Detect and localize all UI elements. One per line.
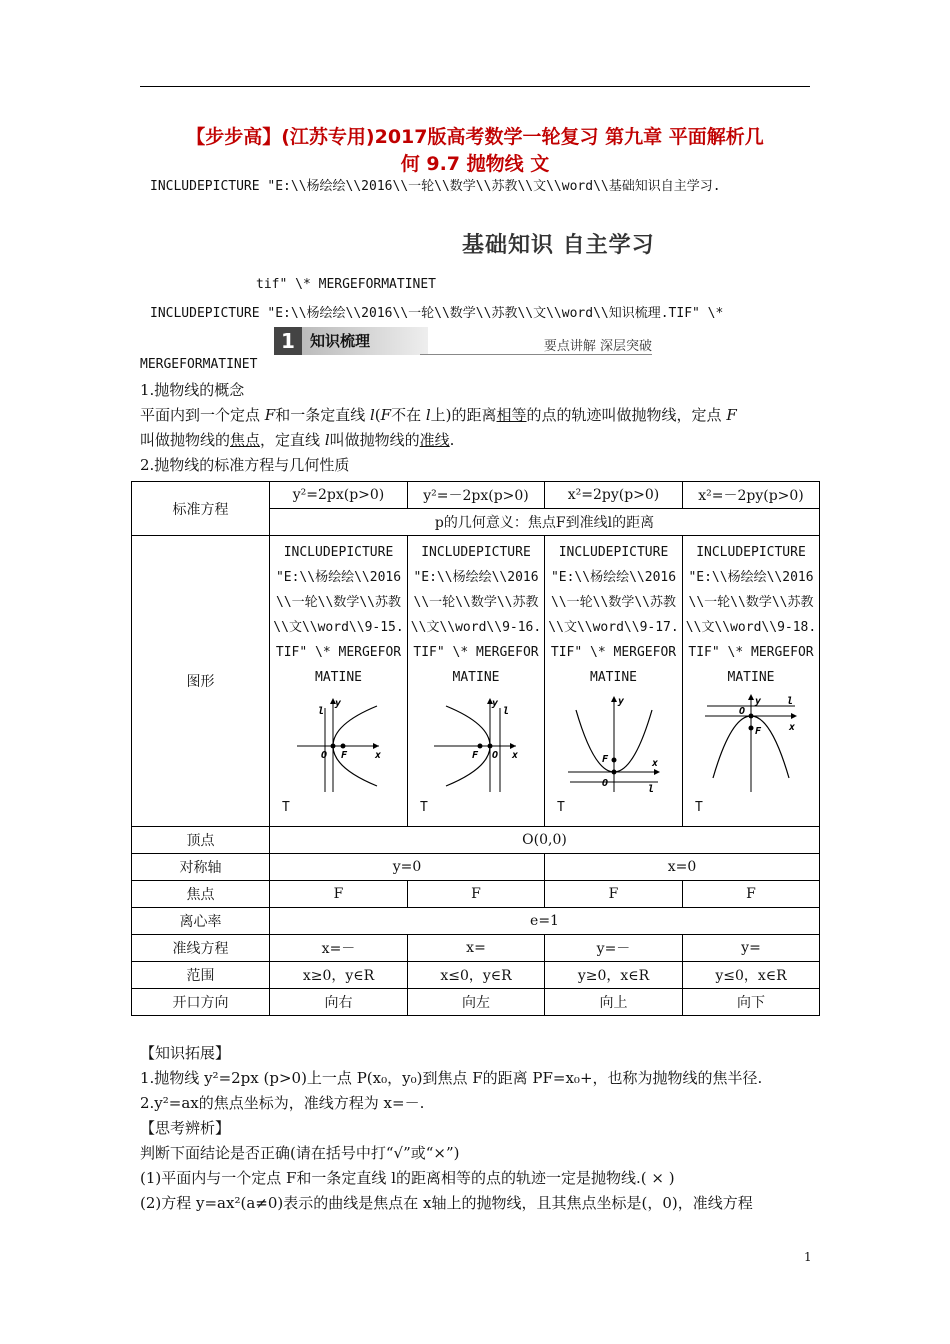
figure-cell-right: INCLUDEPICTURE "E:\\杨绘绘\\2016\\一轮\\数学\\苏教\\文\\word\\9-15.TIF" \* MERGEFORMATINE y x O F l T (270, 536, 408, 827)
row-eccentricity (132, 908, 820, 935)
parabola-left-graph (430, 694, 522, 794)
row-standard-equation (132, 482, 820, 509)
directrix-term: 准线 (419, 431, 450, 449)
svg-text:O: O (601, 778, 608, 789)
figure-cell-left: INCLUDEPICTURE "E:\\杨绘绘\\2016\\一轮\\数学\\苏教\\文\\word\\9-16.TIF" \* MERGEFORMATINE y x O F l T (408, 536, 545, 827)
extension-line-1: 1.抛物线 y²=2px (p>0)上一点 P(x₀，y₀)到焦点 F的距离 PF=x₀+，也称为抛物线的焦半径. (140, 1069, 763, 1087)
row-vertex (132, 827, 820, 854)
concept-line-2: 叫做抛物线的焦点，定直线 l叫做抛物线的准线. (140, 431, 455, 449)
row-focus (132, 881, 820, 908)
p-meaning: p的几何意义：焦点F到准线l的距离 (270, 509, 820, 536)
svg-text:x: x (651, 758, 658, 769)
open-2: 向左 (408, 989, 545, 1016)
concept-line-1: 平面内到一个定点 F和一条定直线 l(F不在 l上)的距离相等的点的轨迹叫做抛物线，定点 F (140, 406, 737, 424)
row-directrix (132, 935, 820, 962)
row-opening (132, 989, 820, 1016)
range-1: x≥0，y∈R (270, 962, 408, 989)
svg-text:O: O (320, 750, 327, 761)
open-3: 向上 (545, 989, 683, 1016)
figure-cell-up: INCLUDEPICTURE "E:\\杨绘绘\\2016\\一轮\\数学\\苏教\\文\\word\\9-17.TIF" \* MERGEFORMATINE y x O F l T (545, 536, 683, 827)
label-range: 范围 (132, 962, 270, 989)
eq-up: x²=2py(p>0) (545, 482, 683, 509)
range-3: y≥0，x∈R (545, 962, 683, 989)
focus-term: 焦点 (230, 431, 261, 449)
label-vertex: 顶点 (132, 827, 270, 854)
svg-text:O: O (739, 706, 746, 717)
merge-field: MERGEFORMATINET (140, 357, 258, 372)
concept-heading: 1.抛物线的概念 (140, 381, 245, 399)
include-field-1-tail: tif" \* MERGEFORMATINET (256, 277, 437, 292)
section-heading: 基础知识 自主学习 (462, 233, 655, 258)
banner-rule (420, 354, 652, 355)
banner-subtitle: 要点讲解 深层突破 (543, 339, 652, 354)
label-eccentricity: 离心率 (132, 908, 270, 935)
vertex-value: O(0,0) (270, 827, 820, 854)
directrix-4: y= (683, 935, 820, 962)
label-directrix: 准线方程 (132, 935, 270, 962)
svg-text:l: l (647, 784, 654, 794)
table-heading: 2.抛物线的标准方程与几何性质 (140, 456, 350, 474)
svg-text:O: O (492, 750, 499, 761)
svg-text:y: y (617, 696, 624, 707)
directrix-3: y=－ (545, 935, 683, 962)
axis-vertical: x=0 (545, 854, 820, 881)
banner-label: 知识梳理 (302, 327, 428, 355)
label-figure: 图形 (132, 536, 270, 827)
row-range (132, 962, 820, 989)
open-1: 向右 (270, 989, 408, 1016)
eccentricity-value: e=1 (270, 908, 820, 935)
think-intro: 判断下面结论是否正确(请在括号中打“√”或“×”) (140, 1144, 460, 1162)
focus-1: F (270, 881, 408, 908)
label-opening: 开口方向 (132, 989, 270, 1016)
think-heading: 【思考辨析】 (140, 1119, 231, 1137)
svg-text:F: F (340, 750, 347, 761)
svg-text:y: y (755, 696, 762, 707)
open-4: 向下 (683, 989, 820, 1016)
range-2: x≤0，y∈R (408, 962, 545, 989)
row-symmetry-axis (132, 854, 820, 881)
page-number: 1 (804, 1250, 812, 1264)
think-question-1: (1)平面内与一个定点 F和一条定直线 l的距离相等的点的轨迹一定是抛物线.( × ) (140, 1169, 675, 1187)
parabola-up-graph (564, 694, 664, 794)
focus-2: F (408, 881, 545, 908)
eq-left: y²=－2px(p>0) (408, 482, 545, 509)
equal-term: 相等 (496, 406, 527, 424)
header-rule (140, 86, 810, 87)
svg-text:F: F (755, 726, 762, 737)
focus-4: F (683, 881, 820, 908)
include-field-2: INCLUDEPICTURE "E:\\杨绘绘\\2016\\一轮\\数学\\苏教\\文\\word\\知识梳理.TIF" \* (150, 306, 724, 321)
include-field-1: INCLUDEPICTURE "E:\\杨绘绘\\2016\\一轮\\数学\\苏教\\文\\word\\基础知识自主学习. (150, 179, 721, 194)
row-figure (132, 536, 820, 827)
knowledge-banner (274, 327, 652, 355)
directrix-2: x= (408, 935, 545, 962)
svg-text:y: y (492, 698, 499, 709)
svg-text:x: x (789, 722, 796, 733)
svg-text:y: y (334, 698, 341, 709)
label-focus: 焦点 (132, 881, 270, 908)
parabola-right-graph (293, 694, 385, 794)
svg-text:l: l (787, 696, 794, 707)
extension-line-2: 2.y²=ax的焦点坐标为，准线方程为 x=－. (140, 1094, 425, 1112)
directrix-1: x=－ (270, 935, 408, 962)
parabola-table (131, 481, 820, 1016)
document-title (130, 124, 820, 178)
axis-horizontal: y=0 (270, 854, 545, 881)
title-line-2: 何 9.7 抛物线 文 (400, 153, 550, 175)
svg-text:F: F (472, 750, 479, 761)
svg-text:l: l (503, 706, 510, 717)
focus-3: F (545, 881, 683, 908)
svg-text:l: l (317, 706, 324, 717)
range-4: y≤0，x∈R (683, 962, 820, 989)
svg-text:x: x (374, 750, 381, 761)
figure-cell-down: INCLUDEPICTURE "E:\\杨绘绘\\2016\\一轮\\数学\\苏教\\文\\word\\9-18.TIF" \* MERGEFORMATINE y x O F l T (683, 536, 820, 827)
svg-text:F: F (601, 754, 608, 765)
banner-number: 1 (274, 327, 302, 355)
eq-down: x²=－2py(p>0) (683, 482, 820, 509)
title-line-1: 【步步高】(江苏专用)2017版高考数学一轮复习 第九章 平面解析几 (186, 126, 764, 148)
label-symmetry-axis: 对称轴 (132, 854, 270, 881)
eq-right: y²=2px(p>0) (270, 482, 408, 509)
svg-text:x: x (512, 750, 519, 761)
think-question-2: (2)方程 y=ax²(a≠0)表示的曲线是焦点在 x轴上的抛物线，且其焦点坐标是(，0)，准线方程 (140, 1194, 753, 1212)
extension-heading: 【知识拓展】 (140, 1044, 231, 1062)
label-standard-equation: 标准方程 (132, 482, 270, 536)
parabola-down-graph (701, 694, 801, 794)
